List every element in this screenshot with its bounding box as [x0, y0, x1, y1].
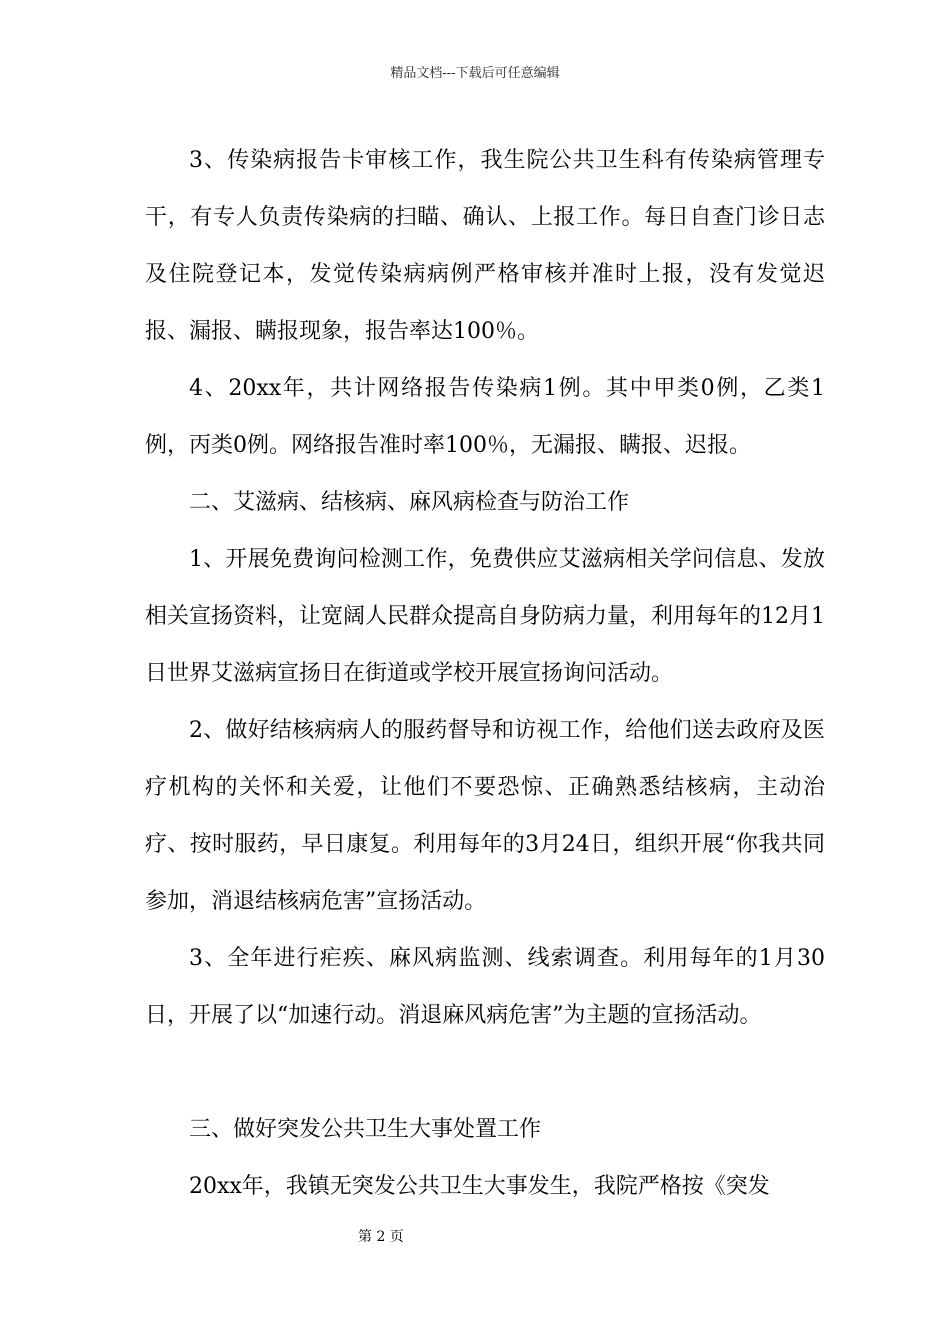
paragraph-malaria-leprosy-monitoring: 3、全年进行疟疾、麻风病监测、线索调查。利用每年的1月30日，开展了以“加速行动。消退麻风病危害”为主题的宣扬活动。 — [145, 946, 825, 1028]
page-number: 第 2 页 — [358, 1229, 404, 1245]
page-header: 精品文档---下载后可任意编辑 — [390, 66, 560, 81]
paragraph-network-report-stats: 4、20xx年，共计网络报告传染病1例。其中甲类0例，乙类1例，丙类0例。网络报告准时率100％，无漏报、瞒报、迟报。 — [145, 376, 825, 458]
section-heading-public-health-emergency: 三、做好突发公共卫生大事处置工作 — [189, 1117, 542, 1142]
paragraph-gap — [145, 1044, 825, 1101]
section-heading-aids-tb-leprosy: 二、艾滋病、结核病、麻风病检查与防治工作 — [189, 490, 630, 515]
document-body — [145, 132, 825, 1215]
paragraph-free-consult-testing: 1、开展免费询问检测工作，免费供应艾滋病相关学问信息、发放相关宣扬资料，让宽阔人民群众提高自身防病力量，利用每年的12月1日世界艾滋病宣扬日在街道或学校开展宣扬询问活动。 — [145, 547, 825, 686]
paragraph-emergency-summary: 20xx年，我镇无突发公共卫生大事发生，我院严格按《突发 — [189, 1174, 770, 1199]
paragraph-tb-patient-supervision: 2、做好结核病病人的服药督导和访视工作，给他们送去政府及医疗机构的关怀和关爱，让他们不要恐惊、正确熟悉结核病，主动治疗、按时服药，早日康复。利用每年的3月24日，组织开展“你我共同参加，消退结核病危害”宣扬活动。 — [145, 718, 825, 914]
paragraph-report-card-review: 3、传染病报告卡审核工作，我生院公共卫生科有传染病管理专干，有专人负责传染病的扫瞄、确认、上报工作。每日自查门诊日志及住院登记本，发觉传染病病例严格审核并准时上报，没有发觉迟报、漏报、瞒报现象，报告率达100％。 — [145, 148, 825, 344]
